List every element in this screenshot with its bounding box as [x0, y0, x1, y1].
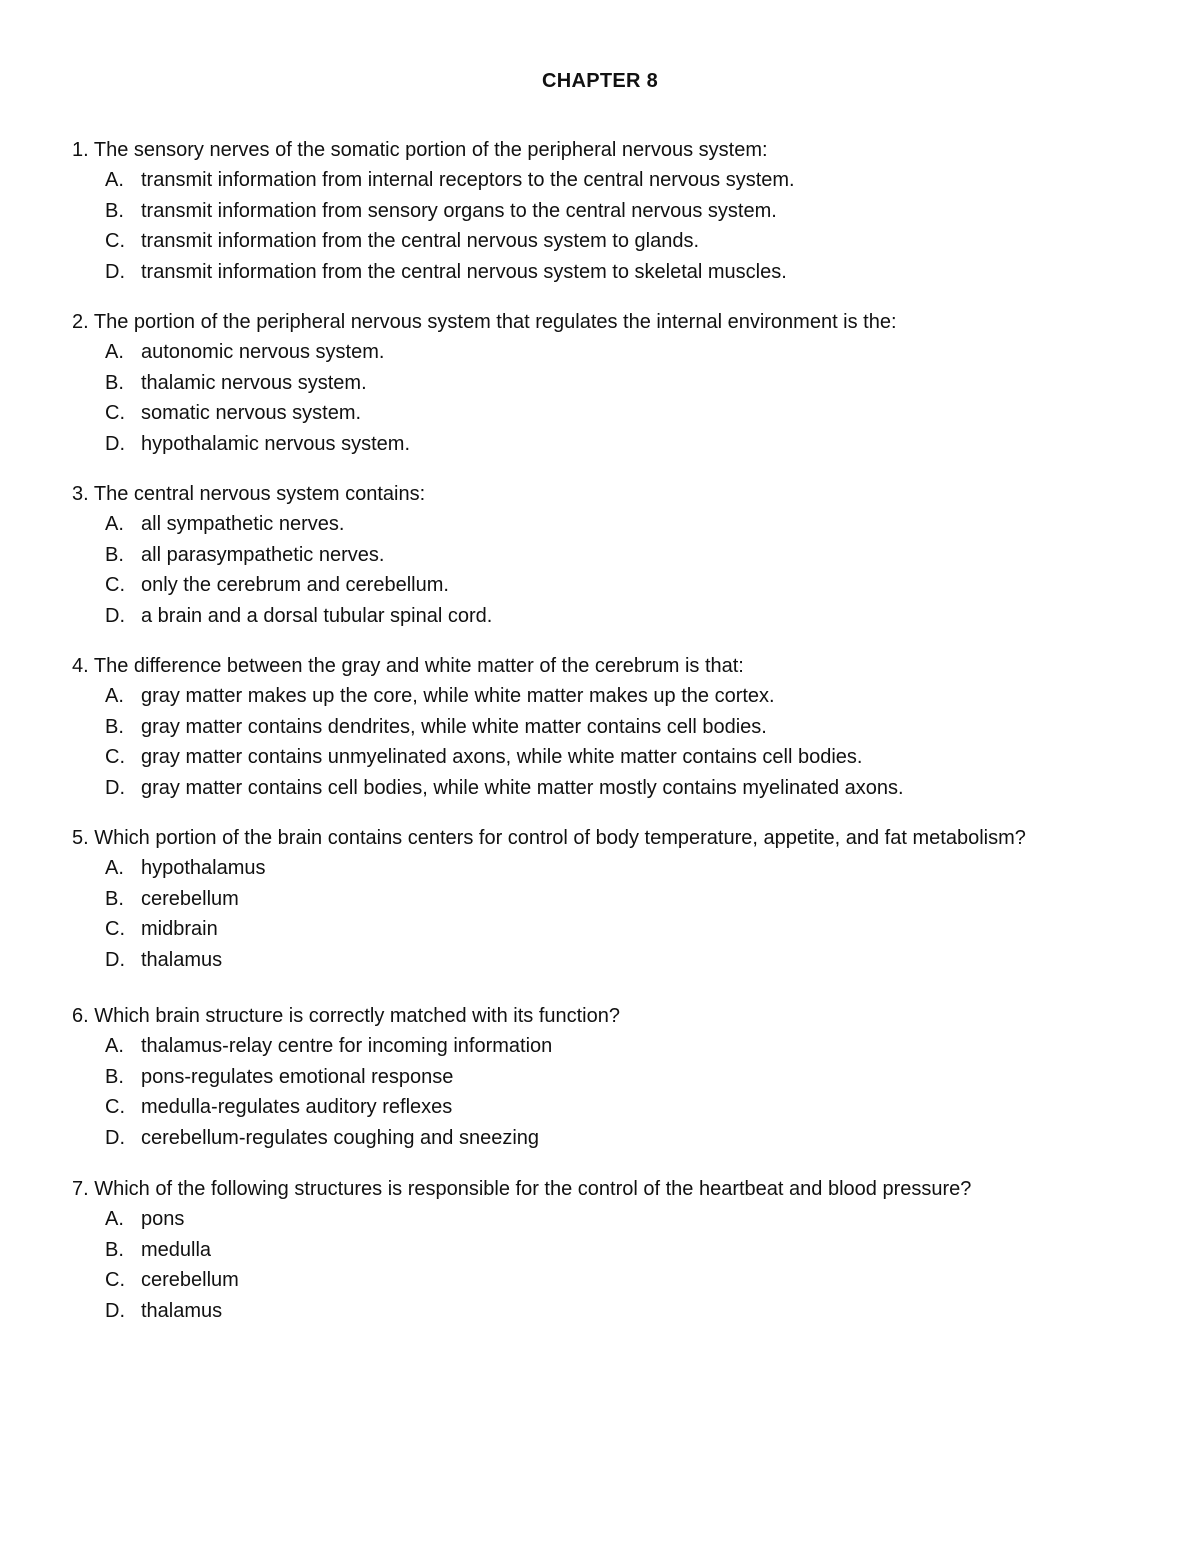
- option-letter: C.: [105, 1096, 125, 1119]
- option-letter: A.: [105, 341, 124, 363]
- answer-option-d: [72, 257, 1172, 288]
- option-text: cerebellum: [141, 1269, 239, 1292]
- answer-option-a: [72, 1031, 1172, 1062]
- answer-option-d: [72, 773, 1172, 804]
- option-text: thalamus: [141, 1300, 223, 1323]
- option-letter: D.: [105, 1300, 125, 1323]
- option-text: all sympathetic nerves.: [141, 513, 345, 535]
- option-text: medulla: [141, 1238, 212, 1261]
- question-stem: 5. Which portion of the brain contains centers for control of body temperature, appetite, and fat metabolism?: [72, 827, 1026, 849]
- option-text: hypothalamus: [141, 857, 266, 879]
- option-letter: B.: [105, 1065, 124, 1088]
- option-letter: B.: [105, 199, 124, 222]
- answer-option-d: [72, 945, 1172, 976]
- answer-option-a: [72, 337, 1172, 368]
- option-text: gray matter contains cell bodies, while white matter mostly contains myelinated axons.: [141, 777, 904, 800]
- question-5: [72, 823, 1172, 976]
- option-text: pons-regulates emotional response: [141, 1065, 454, 1088]
- option-letter: C.: [105, 402, 125, 425]
- option-text: thalamus: [141, 949, 223, 972]
- option-letter: A.: [105, 513, 124, 535]
- option-letter: A.: [105, 857, 124, 879]
- option-letter: D.: [105, 1127, 125, 1150]
- option-text: gray matter contains unmyelinated axons, while white matter contains cell bodies.: [141, 746, 863, 769]
- answer-option-c: [72, 1092, 1172, 1123]
- question-stem: 6. Which brain structure is correctly matched with its function?: [72, 1005, 620, 1027]
- option-letter: C.: [105, 746, 125, 769]
- answer-option-a: [72, 853, 1172, 884]
- option-text: pons: [141, 1208, 185, 1230]
- answer-option-c: [72, 742, 1172, 773]
- option-letter: A.: [105, 169, 124, 191]
- option-text: all parasympathetic nerves.: [141, 543, 385, 566]
- answer-option-d: [72, 1296, 1172, 1327]
- option-letter: D.: [105, 777, 125, 800]
- answer-option-d: [72, 601, 1172, 632]
- answer-option-c: [72, 226, 1172, 257]
- answer-option-d: [72, 429, 1172, 460]
- question-3: [72, 479, 1172, 632]
- option-letter: C.: [105, 918, 125, 941]
- question-6: [72, 1001, 1172, 1154]
- option-letter: B.: [105, 1238, 124, 1261]
- question-stem: 1. The sensory nerves of the somatic portion of the peripheral nervous system:: [72, 139, 768, 161]
- answer-option-b: [72, 712, 1172, 743]
- option-letter: C.: [105, 1269, 125, 1292]
- option-text: cerebellum: [141, 887, 239, 910]
- answer-option-c: [72, 914, 1172, 945]
- option-letter: D.: [105, 949, 125, 972]
- answer-option-c: [72, 570, 1172, 601]
- option-text: transmit information from the central nervous system to glands.: [141, 230, 700, 253]
- option-letter: C.: [105, 230, 125, 253]
- question-stem: 3. The central nervous system contains:: [72, 483, 426, 505]
- answer-option-c: [72, 398, 1172, 429]
- answer-option-a: [72, 165, 1172, 196]
- answer-option-b: [72, 196, 1172, 227]
- option-text: transmit information from sensory organs to the central nervous system.: [141, 199, 777, 222]
- option-text: somatic nervous system.: [141, 402, 362, 425]
- option-text: transmit information from internal receptors to the central nervous system.: [141, 169, 795, 191]
- question-stem: 7. Which of the following structures is responsible for the control of the heartbeat and blood pressure?: [72, 1178, 972, 1200]
- option-letter: A.: [105, 1208, 124, 1230]
- option-text: thalamus-relay centre for incoming information: [141, 1035, 553, 1057]
- question-2: [72, 307, 1172, 460]
- answer-option-b: [72, 1235, 1172, 1266]
- option-text: a brain and a dorsal tubular spinal cord.: [141, 605, 493, 628]
- option-text: autonomic nervous system.: [141, 341, 385, 363]
- option-letter: B.: [105, 371, 124, 394]
- option-letter: C.: [105, 574, 125, 597]
- answer-option-a: [72, 509, 1172, 540]
- question-7: [72, 1174, 1172, 1327]
- option-text: gray matter contains dendrites, while white matter contains cell bodies.: [141, 715, 767, 738]
- answer-option-a: [72, 1204, 1172, 1235]
- question-stem: 4. The difference between the gray and white matter of the cerebrum is that:: [72, 655, 744, 677]
- answer-option-c: [72, 1265, 1172, 1296]
- option-letter: D.: [105, 605, 125, 628]
- option-letter: A.: [105, 685, 124, 707]
- option-letter: B.: [105, 715, 124, 738]
- option-text: gray matter makes up the core, while white matter makes up the cortex.: [141, 685, 775, 707]
- question-4: [72, 651, 1172, 804]
- option-text: hypothalamic nervous system.: [141, 433, 411, 456]
- answer-option-b: [72, 884, 1172, 915]
- option-letter: D.: [105, 433, 125, 456]
- option-letter: B.: [105, 543, 124, 566]
- answer-option-b: [72, 1062, 1172, 1093]
- option-text: cerebellum-regulates coughing and sneezing: [141, 1127, 540, 1150]
- option-letter: B.: [105, 887, 124, 910]
- option-text: only the cerebrum and cerebellum.: [141, 574, 449, 597]
- answer-option-d: [72, 1123, 1172, 1154]
- option-letter: A.: [105, 1035, 124, 1057]
- question-stem: 2. The portion of the peripheral nervous system that regulates the internal environment is the:: [72, 311, 897, 333]
- answer-option-b: [72, 368, 1172, 399]
- option-text: thalamic nervous system.: [141, 371, 367, 394]
- option-text: transmit information from the central nervous system to skeletal muscles.: [141, 261, 787, 284]
- answer-option-a: [72, 681, 1172, 712]
- option-letter: D.: [105, 261, 125, 284]
- chapter-title: CHAPTER 8: [541, 70, 659, 92]
- option-text: medulla-regulates auditory reflexes: [141, 1096, 453, 1119]
- question-1: [72, 135, 1172, 288]
- answer-option-b: [72, 540, 1172, 571]
- option-text: midbrain: [141, 918, 218, 941]
